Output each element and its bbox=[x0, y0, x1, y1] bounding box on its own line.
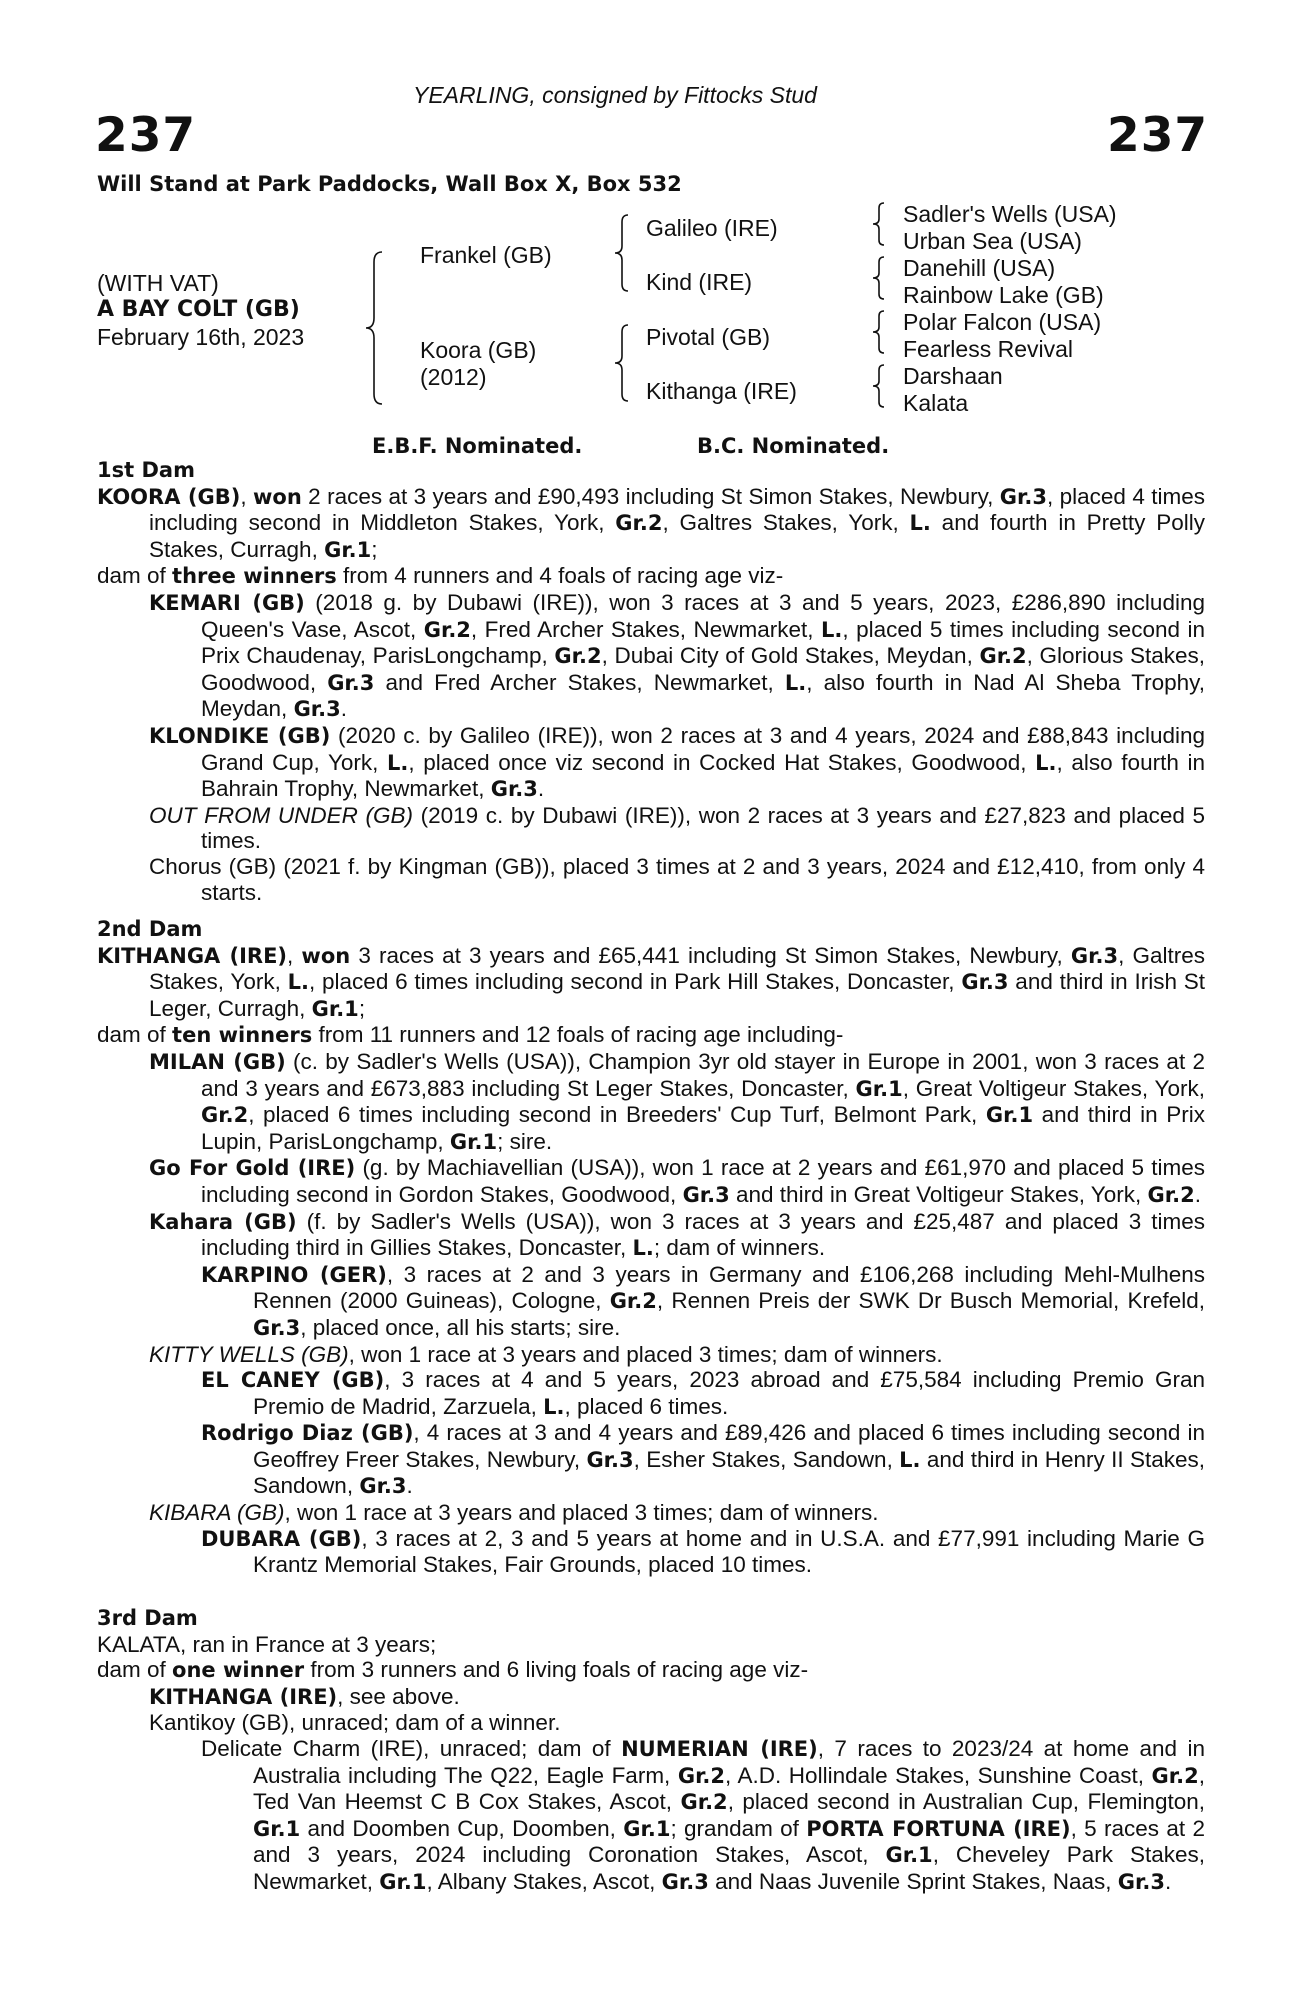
text-run: . bbox=[1194, 1181, 1201, 1207]
text-run: KIBARA (GB) bbox=[149, 1500, 285, 1526]
race-grade: L. bbox=[820, 617, 843, 642]
text-run: ; bbox=[371, 536, 378, 562]
pedigree-dam: Koora (GB) bbox=[420, 337, 537, 363]
consignor-line: YEARLING, consigned by Fittocks Stud bbox=[413, 82, 817, 108]
text-run: and Naas Juvenile Sprint Stakes, Naas, bbox=[708, 1868, 1118, 1894]
text-run: Kantikoy (GB), unraced; dam of a winner. bbox=[149, 1710, 561, 1736]
text-run: . bbox=[340, 696, 348, 722]
text-run: , bbox=[240, 483, 253, 509]
text-run: , placed 4 times including second in Middleton Stakes, York, bbox=[149, 483, 1205, 536]
race-grade: Gr.3 bbox=[682, 1182, 730, 1207]
first-dam-foal-klondike bbox=[149, 723, 1205, 803]
third-dam-heading: 3rd Dam bbox=[97, 1606, 198, 1630]
first-dam-record bbox=[97, 484, 1205, 564]
text-run: . bbox=[1165, 1868, 1172, 1894]
stand-location: Will Stand at Park Paddocks, Wall Box X, Box 532 bbox=[97, 172, 682, 196]
text-run: , won 1 race at 3 years and placed 3 times; dam of winners. bbox=[348, 1341, 943, 1367]
race-grade: Gr.3 bbox=[661, 1869, 709, 1894]
pedigree-sds: Danehill (USA) bbox=[903, 255, 1056, 281]
pedigree-sdd: Rainbow Lake (GB) bbox=[903, 282, 1104, 308]
text-run: , 7 races to 2023/24 at home and in Australia including The Q22, Eagle Farm, bbox=[253, 1735, 1205, 1788]
text-run: and fourth in Pretty Polly Stakes, Curragh, bbox=[149, 510, 1205, 562]
race-grade: L. bbox=[543, 1394, 565, 1419]
text-run: from 11 runners and 12 foals of racing age including- bbox=[312, 1022, 844, 1048]
second-dam-foal-go-for-gold bbox=[149, 1155, 1205, 1208]
bold-name: Kahara (GB) bbox=[149, 1209, 297, 1234]
race-grade: Gr.1 bbox=[449, 1129, 498, 1154]
race-grade: L. bbox=[1035, 750, 1057, 775]
text-run: , 3 races at 2 and 3 years in Germany and £106,268 including Mehl-Mulhens Rennen (2000 Guineas), Cologne, bbox=[253, 1261, 1205, 1314]
text-run: , placed 6 times including second in Park Hill Stakes, Doncaster, bbox=[309, 969, 962, 995]
text-run: , Esher Stakes, Sandown, bbox=[633, 1446, 900, 1472]
bold-name: one winner bbox=[172, 1658, 305, 1683]
second-dam-produce-summary bbox=[97, 1022, 1205, 1049]
first-dam-foal-kemari bbox=[149, 590, 1205, 723]
text-run: , placed second in Australian Cup, Flemington, bbox=[727, 1789, 1205, 1815]
race-grade: L. bbox=[632, 1236, 654, 1261]
bold-name: won bbox=[301, 943, 351, 968]
race-grade: Gr.1 bbox=[253, 1816, 301, 1841]
text-run: , won 1 race at 3 years and placed 3 times; dam of winners. bbox=[284, 1500, 879, 1526]
pedigree-dds: Darshaan bbox=[903, 363, 1003, 389]
bold-name: Rodrigo Diaz (GB) bbox=[201, 1421, 414, 1446]
race-grade: Gr.3 bbox=[327, 670, 375, 695]
text-run: , placed 6 times. bbox=[564, 1393, 729, 1419]
text-run: , placed 6 times including second in Breeders' Cup Turf, Belmont Park, bbox=[248, 1102, 986, 1128]
second-dam-foal-kahara bbox=[149, 1209, 1205, 1262]
race-grade: Gr.2 bbox=[554, 644, 602, 669]
bc-nomination: B.C. Nominated. bbox=[697, 434, 890, 458]
bold-name: EL CANEY (GB) bbox=[201, 1368, 385, 1393]
text-run: . bbox=[406, 1473, 413, 1499]
race-grade: Gr.2 bbox=[680, 1790, 728, 1815]
race-grade: Gr.3 bbox=[253, 1315, 301, 1340]
text-run: and third in Irish St Leger, Curragh, bbox=[149, 969, 1205, 1021]
race-grade: L. bbox=[909, 511, 931, 536]
text-run: , 5 races at 2 and 3 years, 2024 including Coronation Stakes, Ascot, bbox=[253, 1815, 1205, 1868]
pedigree-ssd: Urban Sea (USA) bbox=[903, 228, 1082, 254]
pedigree-brace-dd bbox=[868, 362, 890, 412]
second-dam-foal-kitty-wells bbox=[149, 1342, 1205, 1368]
text-run: ; sire. bbox=[497, 1128, 553, 1154]
race-grade: Gr.1 bbox=[855, 1076, 903, 1101]
ebf-nomination: E.B.F. Nominated. bbox=[372, 434, 583, 458]
text-run: , Rennen Preis der SWK Dr Busch Memorial, Krefeld, bbox=[656, 1288, 1205, 1314]
lot-number-left: 237 bbox=[95, 108, 197, 163]
race-grade: Gr.2 bbox=[615, 511, 663, 536]
third-dam-section bbox=[97, 1606, 1205, 1896]
text-run: , Galtres Stakes, York, bbox=[662, 510, 910, 536]
pedigree-brace-sire bbox=[610, 212, 634, 294]
text-run: KALATA, ran in France at 3 years; bbox=[97, 1631, 437, 1657]
race-grade: Gr.1 bbox=[985, 1103, 1034, 1128]
race-grade: Gr.2 bbox=[609, 1289, 657, 1314]
race-grade: Gr.3 bbox=[1117, 1869, 1165, 1894]
text-run: , also fourth in Bahrain Trophy, Newmarket, bbox=[201, 749, 1205, 802]
race-grade: Gr.2 bbox=[677, 1763, 726, 1788]
first-dam-produce-summary bbox=[97, 563, 1205, 590]
second-dam-foal-kibara bbox=[149, 1500, 1205, 1526]
bold-name: three winners bbox=[172, 564, 337, 589]
race-grade: L. bbox=[784, 670, 807, 695]
text-run: ; bbox=[358, 995, 366, 1021]
race-grade: L. bbox=[387, 750, 409, 775]
third-dam-produce-summary bbox=[97, 1657, 1205, 1684]
race-grade: Gr.3 bbox=[961, 970, 1009, 995]
second-dam-section bbox=[97, 917, 1205, 1578]
bold-name: NUMERIAN (IRE) bbox=[621, 1736, 818, 1761]
bold-name: won bbox=[253, 484, 302, 509]
race-grade: Gr.2 bbox=[1151, 1763, 1199, 1788]
race-grade: Gr.2 bbox=[201, 1103, 249, 1128]
text-run: (2020 c. by Galileo (IRE)), won 2 races at 3 and 4 years, 2024 and £88,843 including Grand Cup, York, bbox=[201, 722, 1205, 775]
race-grade: Gr.2 bbox=[423, 617, 471, 642]
text-run: dam of bbox=[97, 1022, 173, 1048]
bold-name: MILAN (GB) bbox=[149, 1049, 286, 1074]
pedigree-brace-sd bbox=[868, 254, 890, 304]
race-grade: Gr.3 bbox=[359, 1474, 407, 1499]
vat-note: (WITH VAT) bbox=[97, 270, 219, 296]
text-run: , 3 races at 2, 3 and 5 years at home and in U.S.A. and £77,991 including Marie G Krantz Memorial Stakes, Fair Grounds, placed 10 times. bbox=[253, 1525, 1205, 1578]
first-dam-section bbox=[97, 458, 1205, 905]
text-run: 3 races at 3 years and £65,441 including St Simon Stakes, Newbury, bbox=[350, 942, 1071, 968]
race-grade: Gr.3 bbox=[586, 1447, 634, 1472]
text-run: (g. by Machiavellian (USA)), won 1 race at 2 years and £61,970 and placed 5 times including second in Gordon Stakes, Goodwood, bbox=[201, 1155, 1205, 1207]
bold-name: ten winners bbox=[172, 1023, 313, 1048]
bold-name: KARPINO (GER) bbox=[201, 1262, 387, 1287]
horse-dob: February 16th, 2023 bbox=[97, 324, 305, 350]
text-run: (f. by Sadler's Wells (USA)), won 3 races at 3 years and £25,487 and placed 3 times including third in Gillies Stakes, Doncaster, bbox=[201, 1208, 1206, 1261]
text-run: , placed once, all his starts; sire. bbox=[300, 1314, 621, 1340]
text-run: (c. by Sadler's Wells (USA)), Champion 3yr old stayer in Europe in 2001, won 3 races at 2 and 3 years and £673,883 including St Leger Stakes, Doncaster, bbox=[201, 1048, 1206, 1101]
pedigree-sss: Sadler's Wells (USA) bbox=[903, 201, 1117, 227]
text-run: , Galtres Stakes, York, bbox=[149, 942, 1205, 995]
third-dam-foal-kantikoy bbox=[149, 1710, 1205, 1736]
bold-name: KITHANGA (IRE) bbox=[97, 943, 288, 968]
first-dam-heading: 1st Dam bbox=[97, 458, 195, 482]
race-grade: Gr.3 bbox=[999, 484, 1047, 509]
text-run: Delicate Charm (IRE), unraced; dam of bbox=[201, 1735, 622, 1761]
text-run: from 3 runners and 6 living foals of racing age viz- bbox=[304, 1657, 809, 1683]
race-grade: Gr.1 bbox=[324, 537, 372, 562]
second-dam-record bbox=[97, 943, 1205, 1023]
text-run: , see above. bbox=[337, 1683, 460, 1709]
third-dam-grandfoal-delicate-charm bbox=[201, 1736, 1205, 1896]
text-run: , 4 races at 3 and 4 years and £89,426 and placed 6 times including second in Geoffrey Freer Stakes, Newbury, bbox=[253, 1420, 1205, 1472]
pedigree-sire: Frankel (GB) bbox=[420, 242, 552, 268]
text-run: , Fred Archer Stakes, Newmarket, bbox=[470, 616, 821, 642]
lot-number-right: 237 bbox=[1107, 108, 1209, 163]
text-run: ; grandam of bbox=[670, 1815, 807, 1841]
text-run: (2019 c. by Dubawi (IRE)), won 2 races at 3 years and £27,823 and placed 5 times. bbox=[201, 802, 1205, 854]
bold-name: DUBARA (GB) bbox=[201, 1526, 362, 1551]
text-run: , Glorious Stakes, Goodwood, bbox=[201, 643, 1205, 695]
text-run: , placed once viz second in Cocked Hat Stakes, Goodwood, bbox=[408, 749, 1036, 775]
pedigree-dam-dam: Kithanga (IRE) bbox=[646, 378, 797, 404]
race-grade: Gr.3 bbox=[1070, 943, 1119, 968]
race-grade: Gr.2 bbox=[1147, 1182, 1195, 1207]
pedigree-dam-year: (2012) bbox=[420, 364, 487, 390]
text-run: and third in Henry II Stakes, Sandown, bbox=[253, 1446, 1205, 1499]
second-dam-grandfoal-dubara bbox=[201, 1526, 1205, 1578]
second-dam-grandfoal-rodrigo-diaz bbox=[201, 1420, 1205, 1500]
text-run: , placed 5 times including second in Prix Chaudenay, ParisLongchamp, bbox=[201, 616, 1205, 669]
race-grade: Gr.3 bbox=[490, 777, 538, 802]
race-grade: L. bbox=[899, 1447, 921, 1472]
pedigree-dam-sire: Pivotal (GB) bbox=[646, 324, 770, 350]
text-run: , bbox=[287, 942, 302, 968]
text-run: and Fred Archer Stakes, Newmarket, bbox=[374, 669, 785, 695]
second-dam-foal-milan bbox=[149, 1049, 1205, 1155]
second-dam-grandfoal-el-caney bbox=[201, 1367, 1205, 1420]
bold-name: KITHANGA (IRE) bbox=[149, 1684, 338, 1709]
bold-name: KOORA (GB) bbox=[97, 484, 241, 509]
pedigree-brace-dam bbox=[610, 322, 634, 404]
first-dam-foal-out-from-under bbox=[149, 803, 1205, 854]
pedigree-sire-dam: Kind (IRE) bbox=[646, 269, 753, 295]
race-grade: Gr.3 bbox=[293, 697, 341, 722]
text-run: Chorus (GB) (2021 f. by Kingman (GB)), placed 3 times at 2 and 3 years, 2024 and £12,410, from only 4 starts. bbox=[149, 853, 1205, 905]
text-run: , also fourth in Nad Al Sheba Trophy, Meydan, bbox=[201, 669, 1205, 722]
text-run: dam of bbox=[97, 563, 173, 589]
text-run: 2 races at 3 years and £90,493 including St Simon Stakes, Newbury, bbox=[301, 483, 1000, 509]
text-run: and third in Prix Lupin, ParisLongchamp, bbox=[201, 1102, 1205, 1154]
text-run: KITTY WELLS (GB) bbox=[149, 1341, 349, 1367]
pedigree-brace-ds bbox=[868, 308, 890, 358]
bold-name: PORTA FORTUNA (IRE) bbox=[806, 1816, 1071, 1841]
text-run: and third in Great Voltigeur Stakes, York, bbox=[729, 1181, 1148, 1207]
third-dam-foal-kithanga bbox=[149, 1684, 1205, 1711]
first-dam-foal-chorus bbox=[149, 854, 1205, 905]
text-run: ; dam of winners. bbox=[653, 1235, 826, 1261]
text-run: and Doomben Cup, Doomben, bbox=[300, 1815, 624, 1841]
race-grade: Gr.1 bbox=[885, 1843, 933, 1868]
text-run: , Great Voltigeur Stakes, York, bbox=[902, 1075, 1205, 1101]
pedigree-dsd: Fearless Revival bbox=[903, 336, 1073, 362]
bold-name: Go For Gold (IRE) bbox=[149, 1156, 356, 1181]
race-grade: Gr.2 bbox=[979, 644, 1027, 669]
second-dam-heading: 2nd Dam bbox=[97, 917, 203, 941]
text-run: OUT FROM UNDER (GB) bbox=[149, 802, 414, 828]
text-run: . bbox=[537, 776, 545, 802]
pedigree-brace-ss bbox=[868, 200, 890, 250]
text-run: from 4 runners and 4 foals of racing age viz- bbox=[336, 563, 784, 589]
text-run: , Dubai City of Gold Stakes, Meydan, bbox=[601, 643, 980, 669]
pedigree-sire-sire: Galileo (IRE) bbox=[646, 215, 778, 241]
race-grade: L. bbox=[287, 970, 309, 995]
text-run: dam of bbox=[97, 1657, 173, 1683]
text-run: , Ted Van Heemst C B Cox Stakes, Ascot, bbox=[253, 1762, 1205, 1815]
race-grade: Gr.1 bbox=[379, 1869, 427, 1894]
bold-name: KLONDIKE (GB) bbox=[149, 723, 331, 748]
third-dam-record bbox=[97, 1632, 1205, 1658]
race-grade: Gr.1 bbox=[623, 1816, 671, 1841]
horse-name: A BAY COLT (GB) bbox=[97, 297, 300, 322]
text-run: (2018 g. by Dubawi (IRE)), won 3 races at 3 and 5 years, 2023, £286,890 including Queen's Vase, Ascot, bbox=[201, 589, 1205, 642]
text-run: , Albany Stakes, Ascot, bbox=[426, 1868, 662, 1894]
bold-name: KEMARI (GB) bbox=[149, 590, 305, 615]
second-dam-grandfoal-karpino bbox=[201, 1262, 1205, 1342]
pedigree-ddd: Kalata bbox=[903, 390, 969, 416]
text-run: , Cheveley Park Stakes, Newmarket, bbox=[253, 1842, 1206, 1894]
pedigree-dss: Polar Falcon (USA) bbox=[903, 309, 1102, 335]
text-run: , A.D. Hollindale Stakes, Sunshine Coast, bbox=[725, 1762, 1152, 1788]
race-grade: Gr.1 bbox=[311, 996, 359, 1021]
text-run: , 3 races at 4 and 5 years, 2023 abroad and £75,584 including Premio Gran Premio de Madrid, Zarzuela, bbox=[253, 1367, 1206, 1419]
pedigree-brace-main bbox=[360, 248, 390, 408]
